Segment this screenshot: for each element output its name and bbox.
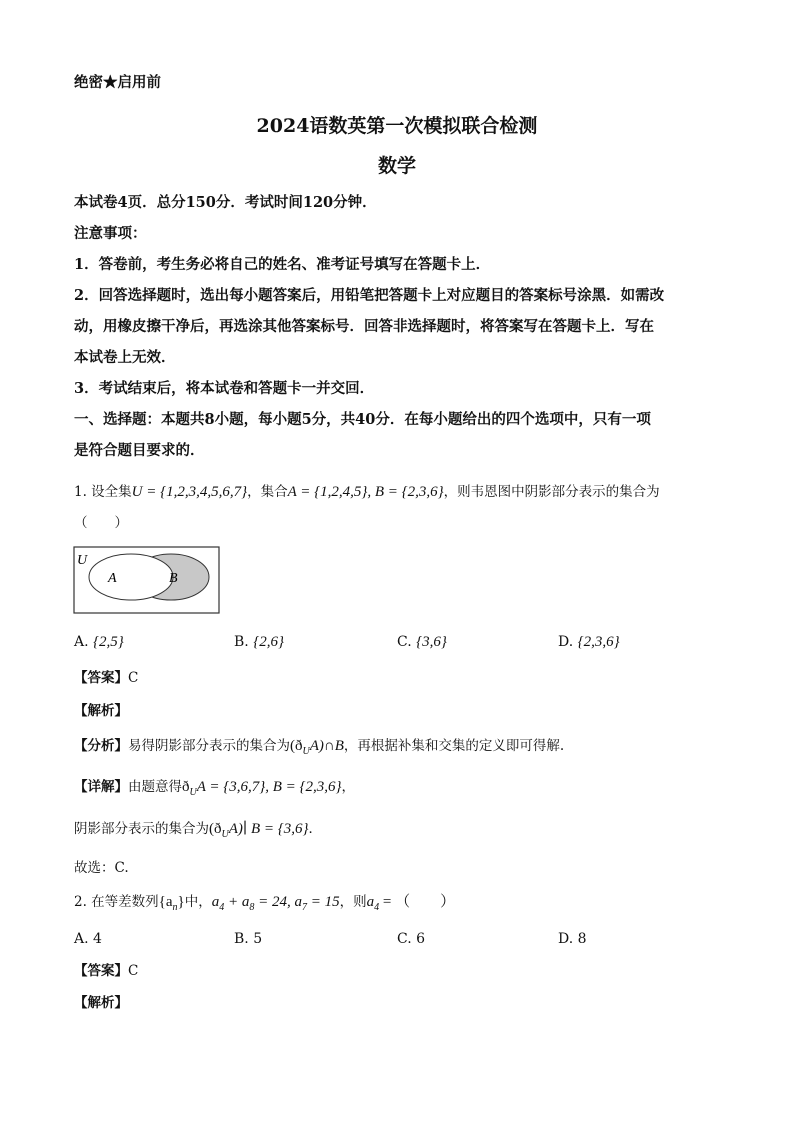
q1-analysis: 【分析】易得阴影部分表示的集合为$(ð_UA)\cap B$，再根据补集和交集的定义即可得解. (74, 738, 565, 757)
q1-option-d[interactable]: D. {2,3,6} (558, 634, 620, 650)
q1-answer: 【答案】C (74, 670, 139, 686)
q1-sets: A = {1,2,4,5}, B = {2,3,6} (287, 484, 444, 500)
q1-choose: 故选：C. (74, 860, 129, 876)
secret-label: 绝密★启用前 (74, 74, 161, 91)
notice-2a: 2．回答选择题时，选出每小题答案后，用铅笔把答题卡上对应题目的答案标号涂黑．如需改 (74, 287, 665, 304)
q1-option-c[interactable]: C. {3,6} (397, 634, 447, 650)
q1-shadow: 阴影部分表示的集合为$(ð_UA)∣$ B = {3,6}． (74, 821, 323, 840)
q1-option-b[interactable]: B. {2,6} (234, 634, 284, 650)
notice-3: 3．考试结束后，将本试卷和答题卡一并交回． (74, 380, 375, 397)
q2-stem: 2. 在等差数列$\{a_n\}$中，$a_4 + a_8 = 24$, $a_7 = 15$，则$a_4$ = （ ） (74, 894, 456, 913)
q2-option-a[interactable]: A. 4 (74, 931, 102, 947)
q2-option-b[interactable]: B. 5 (234, 931, 263, 947)
q2-option-c[interactable]: C. 6 (397, 931, 426, 947)
q1-universal-set: U = {1,2,3,4,5,6,7} (131, 484, 248, 500)
q1-mid: ，集合 (247, 484, 288, 500)
q2-option-d[interactable]: D. 8 (558, 931, 587, 947)
subject-title: 数学 (377, 155, 416, 177)
exam-info: 本试卷4页．总分150分．考试时间120分钟． (74, 194, 377, 211)
venn-diagram (73, 546, 221, 614)
notice-2b: 动，用橡皮擦干净后，再选涂其他答案标号．回答非选择题时，将答案写在答题卡上．写在 (74, 318, 654, 335)
q1-jiexi: 【解析】 (74, 703, 128, 719)
page-title: 2024语数英第一次模拟联合检测 (256, 115, 538, 137)
notice-title: 注意事项： (74, 225, 147, 242)
q1-prefix: 1. 设全集 (74, 484, 132, 500)
q1-stem (74, 482, 660, 502)
q2-jiexi: 【解析】 (74, 995, 128, 1011)
venn-label-a: A (108, 571, 117, 586)
notice-1: 1．答卷前，考生务必将自己的姓名、准考证号填写在答题卡上． (74, 256, 491, 273)
q1-suffix: ，则韦恩图中阴影部分表示的集合为 (443, 484, 660, 500)
section-heading-2: 是符合题目要求的． (74, 442, 205, 459)
section-heading-1: 一、选择题：本题共8小题，每小题5分，共40分．在每小题给出的四个选项中，只有一项 (74, 411, 651, 428)
q1-option-a[interactable]: A. {2,5} (74, 634, 124, 650)
venn-label-u: U (77, 553, 88, 568)
notice-2c: 本试卷上无效． (74, 349, 176, 366)
q1-paren: （ ） (74, 515, 128, 531)
venn-label-b: B (169, 571, 178, 586)
q2-answer: 【答案】C (74, 963, 139, 979)
q1-detail: 【详解】由题意得$ð_UA = \{3,6,7\}$, B = {2,3,6}， (74, 779, 356, 798)
